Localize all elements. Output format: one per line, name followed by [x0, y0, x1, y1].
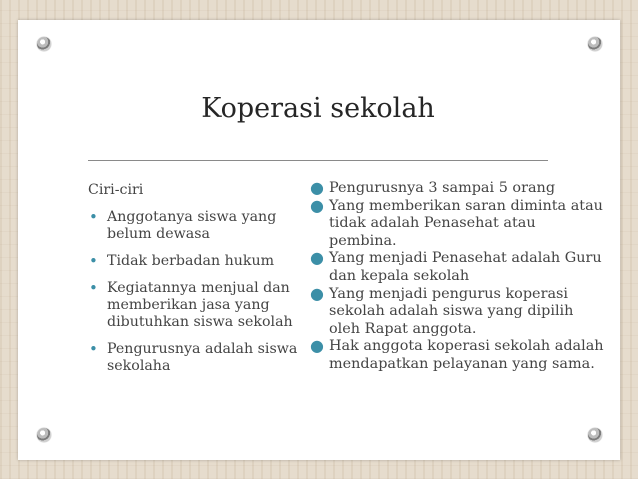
- list-item-text: Tidak berbadan hukum: [107, 253, 275, 269]
- thumbtack-icon: [588, 37, 602, 51]
- list-item: [88, 341, 313, 375]
- list-item-text: Yang menjadi pengurus koperasi sekolah adalah siswa yang dipilih oleh Rapat anggota.: [329, 285, 574, 337]
- list-item: [88, 209, 313, 243]
- list-item-text: Pengurusnya adalah siswa sekolaha: [107, 341, 298, 374]
- left-column-heading: Ciri-ciri: [88, 182, 144, 198]
- left-column: [88, 182, 313, 385]
- thumbtack-icon: [37, 37, 51, 51]
- bullet-icon: •: [89, 340, 98, 358]
- list-item: [88, 280, 313, 331]
- bullet-icon: ●: [310, 283, 324, 303]
- list-item: [310, 250, 606, 285]
- list-item-text: Yang memberikan saran diminta atau tidak adalah Penasehat atau pembina.: [329, 197, 603, 249]
- bullet-icon: ●: [310, 178, 324, 197]
- bullet-icon: •: [89, 208, 98, 226]
- list-item-text: Yang menjadi Penasehat adalah Guru dan kepala sekolah: [329, 250, 602, 284]
- bullet-icon: ●: [310, 195, 324, 215]
- bullet-icon: •: [89, 279, 98, 297]
- list-item-text: Anggotanya siswa yang belum dewasa: [107, 209, 277, 242]
- list-item: [310, 195, 606, 251]
- thumbtack-icon: [588, 428, 602, 442]
- bullet-icon: •: [89, 252, 98, 270]
- list-item-text: Pengurusnya 3 sampai 5 orang: [329, 180, 556, 196]
- list-item: [310, 338, 606, 373]
- list-item-text: Kegiatannya menjual dan memberikan jasa yang dibutuhkan siswa sekolah: [107, 280, 293, 330]
- bullet-icon: ●: [310, 248, 324, 268]
- list-item: [88, 253, 313, 270]
- right-bullet-list: [310, 180, 606, 374]
- title-divider: [88, 160, 548, 161]
- slide-title: Koperasi sekolah: [201, 93, 435, 124]
- list-item: [310, 283, 606, 339]
- right-column: [310, 180, 606, 374]
- thumbtack-icon: [37, 428, 51, 442]
- bullet-icon: ●: [310, 336, 324, 356]
- left-bullet-list: [88, 209, 313, 375]
- list-item: [310, 180, 606, 198]
- list-item-text: Hak anggota koperasi sekolah adalah mendapatkan pelayanan yang sama.: [329, 338, 604, 372]
